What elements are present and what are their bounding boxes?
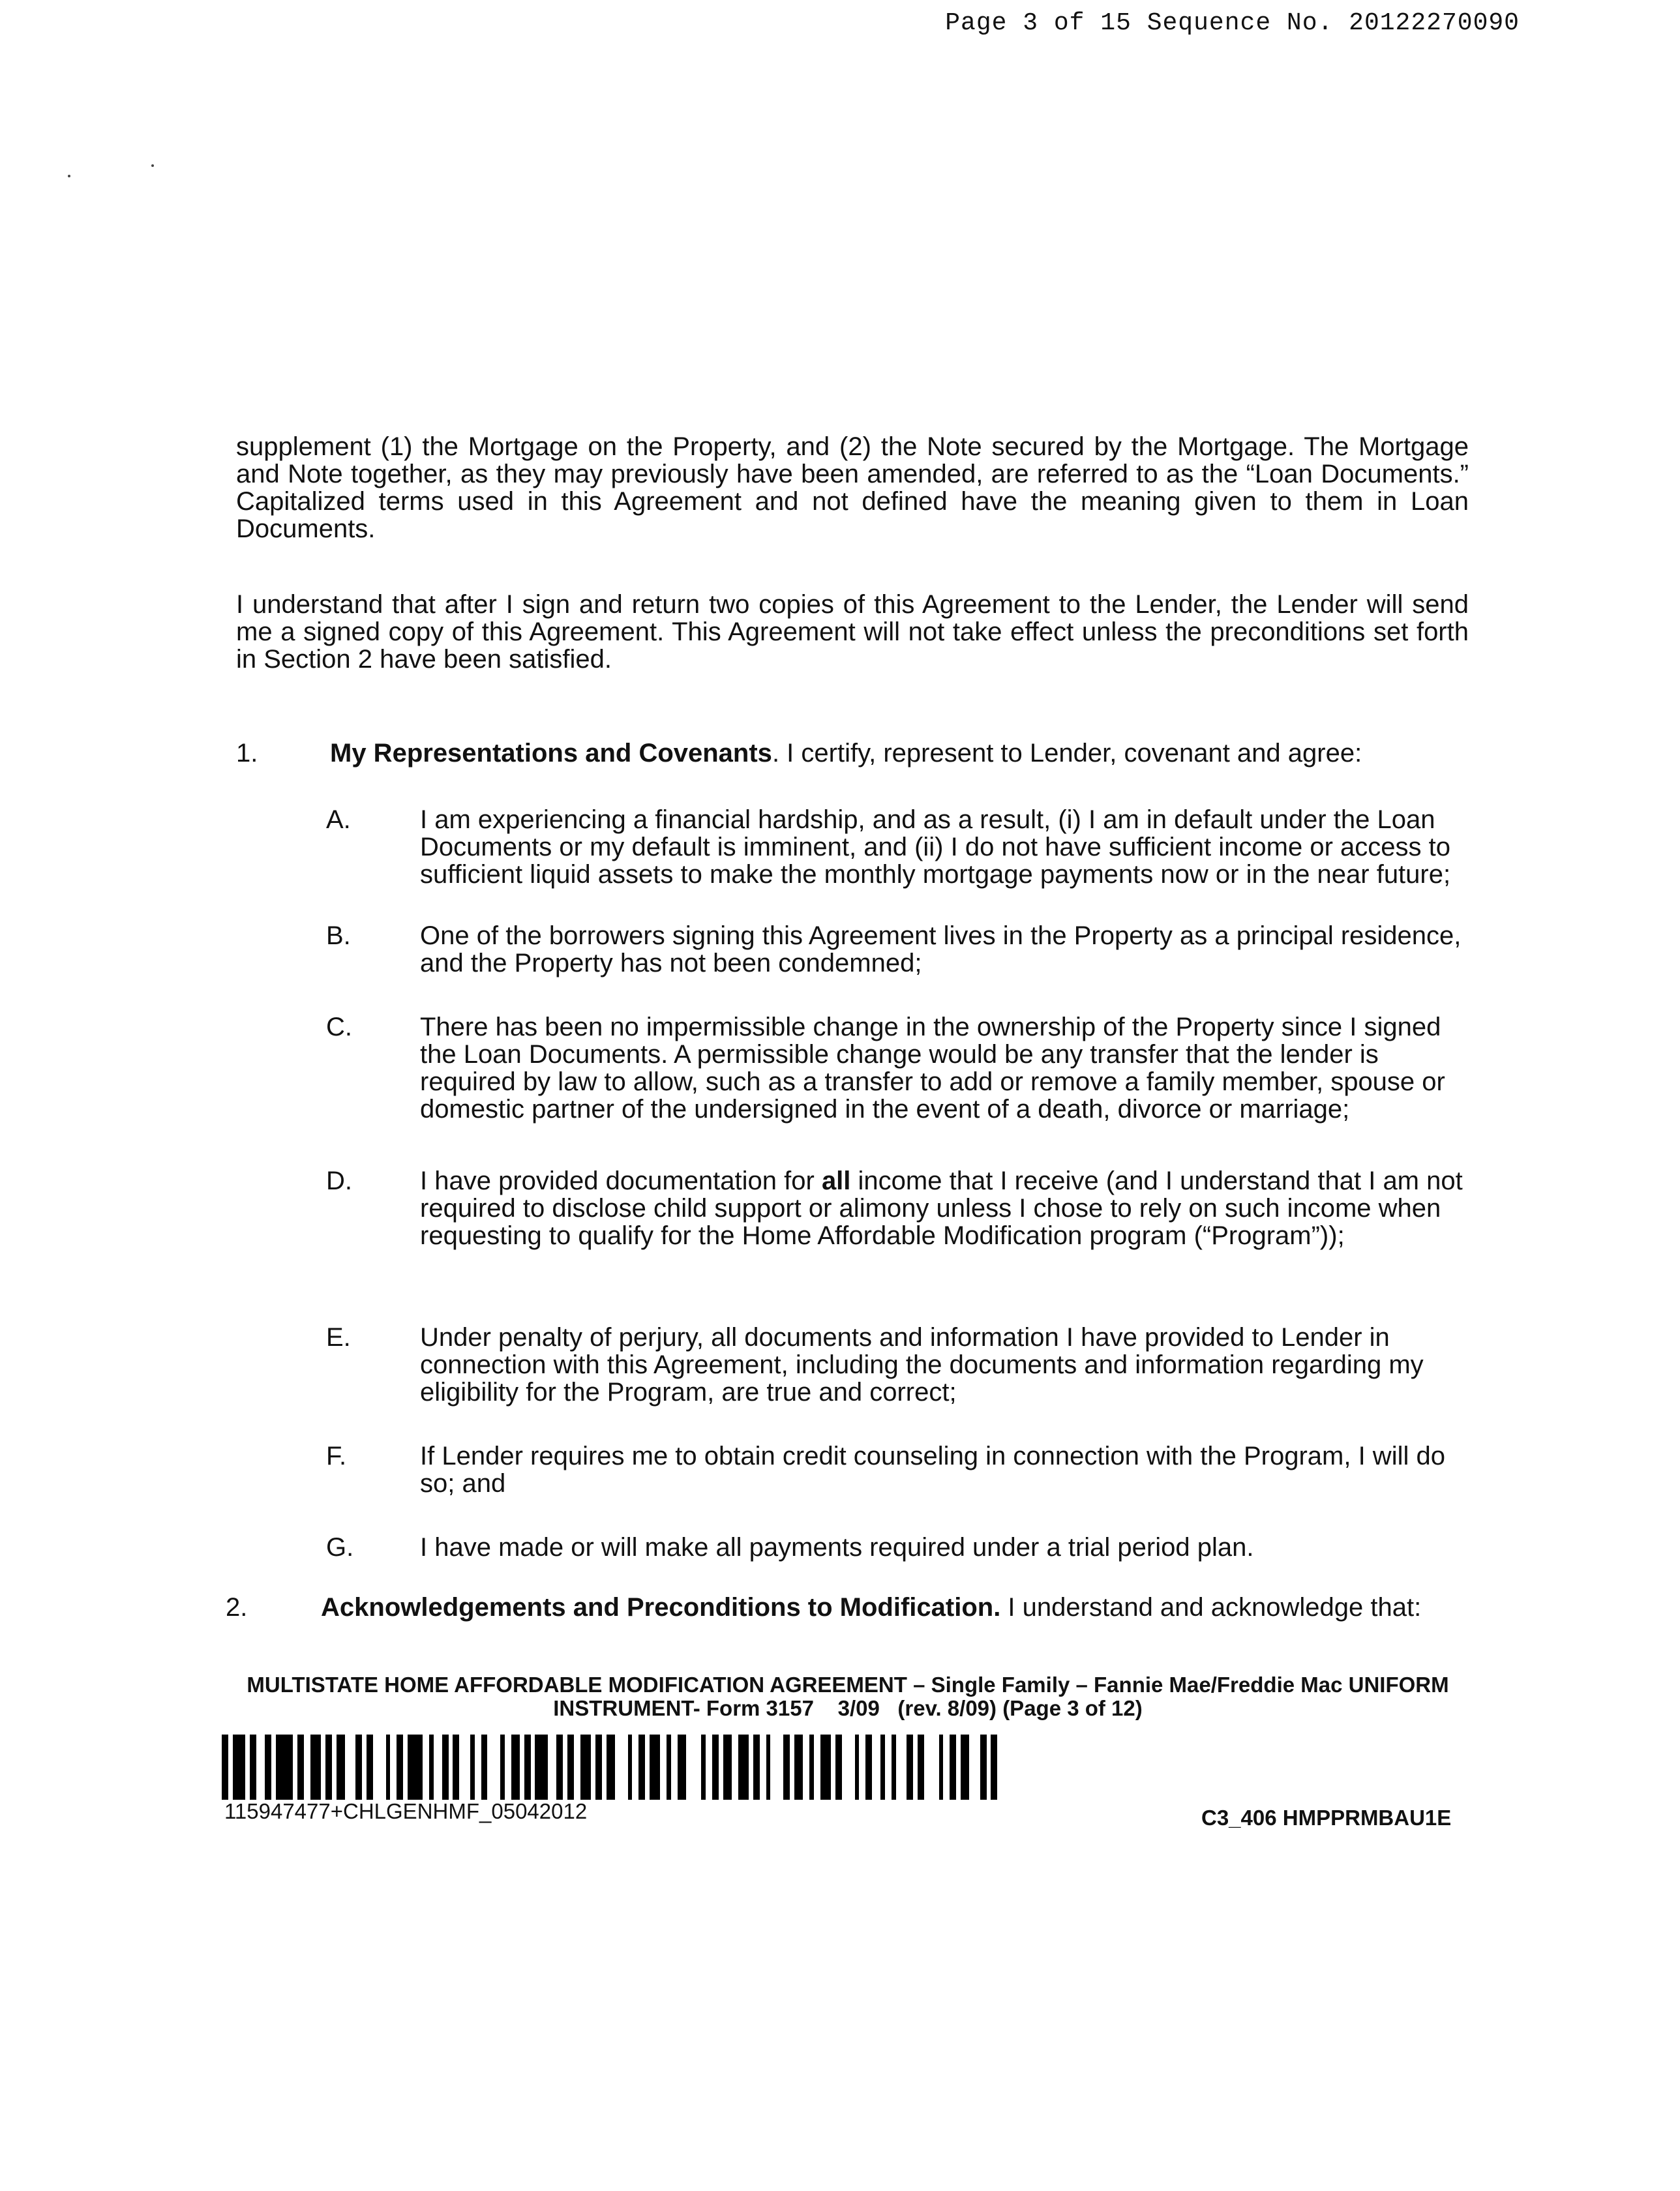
barcode-bar [766,1735,771,1800]
item-text [420,1167,1474,1249]
item-text: There has been no impermissible change in the ownership of the Property since I signed the Loan Documents. A permissible change would be any transfer that the lender is required by law to allow, such as a transfer to add or remove a family member, spouse or domestic partner of the undersigned in the event of a death, divorce or marriage; [420,1013,1445,1124]
barcode-bar [293,1735,297,1800]
barcode-bar [556,1735,563,1800]
barcode-bar [632,1735,638,1800]
barcode-bar [939,1735,944,1800]
barcode-bar [749,1735,753,1800]
barcode-bar [980,1735,987,1800]
barcode-bar [245,1735,250,1800]
barcode-bar [723,1735,732,1800]
barcode-bar [511,1735,520,1800]
barcode-bar [304,1735,310,1800]
barcode-bar [913,1735,918,1800]
barcode-bar [961,1735,969,1800]
barcode-bar [325,1735,332,1800]
barcode-bar [628,1735,633,1800]
item-letter: C. [326,1013,352,1041]
barcode-bar [803,1735,809,1800]
barcode-bar [667,1735,671,1800]
barcode-bar [574,1735,580,1800]
barcode-bar [297,1735,304,1800]
page-sequence-stamp: Page 3 of 15 Sequence No. 20122270090 [945,9,1520,37]
barcode-bar [367,1735,373,1800]
barcode-bar [233,1735,246,1800]
barcode-bar [650,1735,661,1800]
barcode-bar [835,1735,842,1800]
barcode-bar [738,1735,749,1800]
barcode-bar [732,1735,738,1800]
barcode-bar [390,1735,397,1800]
barcode-bar [712,1735,719,1800]
item-letter: A. [326,805,351,834]
barcode-bar [487,1735,500,1800]
barcode-bar [760,1735,766,1800]
item-letter: F. [326,1442,347,1470]
intro-paragraph-2: I understand that after I sign and return two copies of this Agreement to the Lender, the Lender will send me a signed copy of this Agreement. This Agreement will not take effect unless the preconditions set forth in Section 2 have been satisfied. [236,590,1469,674]
barcode-bar [991,1735,997,1800]
barcode-bar [337,1735,345,1800]
barcode-bar [855,1735,860,1800]
barcode-bar [429,1735,434,1800]
barcode-bar [591,1735,595,1800]
barcode-bar [228,1735,233,1800]
barcode-bar [500,1735,505,1800]
barcode-bar [470,1735,475,1800]
barcode-bar [520,1735,524,1800]
barcode-bar [271,1735,276,1800]
intro-paragraph-1: supplement (1) the Mortgage on the Property, and (2) the Note secured by the Mortgage. The Mortgage and Note together, as they may previously have been amended, are referred to as the “Loan Documents.” Capitalized terms used in this Agreement and not defined have the meaning given to them in Loan Documents. [236,432,1469,543]
barcode-bar [885,1735,892,1800]
barcode-bar [678,1735,686,1800]
barcode-bar [397,1735,403,1800]
barcode-bar [638,1735,645,1800]
barcode-bar [563,1735,567,1800]
barcode-bar [987,1735,991,1800]
barcode-bar [408,1735,423,1800]
barcode-bar [770,1735,783,1800]
scan-speck [151,164,154,167]
item-text: I am experiencing a financial hardship, and as a result, (i) I am in default under the Loan Documents or my default is imminent, and (ii) I do not have sufficient income or access to sufficient liquid assets to make the monthly mortgage payments now or in the near future; [420,805,1451,889]
barcode-caption: 115947477+CHLGENHMF_05042012 [224,1799,588,1823]
scan-speck [68,175,70,177]
barcode-bar [434,1735,442,1800]
barcode-bar [950,1735,956,1800]
barcode-bar [820,1735,832,1800]
barcode-bar [706,1735,712,1800]
barcode-bar [580,1735,592,1800]
barcode-bar [362,1735,367,1800]
barcode-bar [615,1735,628,1800]
barcode-bar [607,1735,615,1800]
barcode-bar [872,1735,880,1800]
section-1-text [330,739,1362,767]
item-text: If Lender requires me to obtain credit counseling in connection with the Program, I will do so; and [420,1442,1445,1498]
barcode-bar [373,1735,386,1800]
barcode-bar [997,1735,1010,1800]
item-text-before: I have provided documentation for [420,1167,822,1195]
barcode-bar [783,1735,790,1800]
item-text: Under penalty of perjury, all documents and information I have provided to Lender in connection with this Agreement, including the documents and information regarding my eligibility for the Program, are true and correct; [420,1323,1424,1407]
barcode-bar [403,1735,408,1800]
barcode-bar [548,1735,556,1800]
barcode-bar [831,1735,835,1800]
section-2-text [321,1594,1421,1621]
barcode-bar [276,1735,293,1800]
barcode-bar [859,1735,865,1800]
barcode-bar [310,1735,322,1800]
barcode-bar [453,1735,459,1800]
barcode-bar [645,1735,650,1800]
barcode-bar [481,1735,488,1800]
barcode-bar [842,1735,855,1800]
barcode-bar [602,1735,607,1800]
barcode-bar [449,1735,453,1800]
barcode-bar [969,1735,980,1800]
barcode-bar [321,1735,325,1800]
barcode-bar [475,1735,481,1800]
barcode-bar [907,1735,913,1800]
barcode-bar [345,1735,356,1800]
item-text-after: income that I receive (and I understand that I am not required to disclose child support or alimony unless I chose to rely on such income when requesting to qualify for the Home Affordable Modification program (“Program”)); [420,1167,1463,1250]
item-letter: E. [326,1323,351,1352]
barcode-bar [719,1735,723,1800]
barcode-bar [524,1735,531,1800]
form-footer-title-line-1: MULTISTATE HOME AFFORDABLE MODIFICATION AGREEMENT – Single Family – Fannie Mae/Freddie Mac UNIFORM [247,1673,1449,1697]
barcode-bar [892,1735,896,1800]
section-number: 1. [236,739,258,768]
barcode-bar [956,1735,961,1800]
barcode-bar [459,1735,470,1800]
barcode-bar [535,1735,548,1800]
barcode-bar [943,1735,950,1800]
form-footer-title-line-2: INSTRUMENT- Form 3157 3/09 (rev. 8/09) (Page 3 of 12) [553,1696,1143,1720]
section-lead-in: I understand and acknowledge that: [1000,1593,1422,1622]
section-heading: Acknowledgements and Preconditions to Modification. [321,1593,1001,1622]
barcode-bar [386,1735,391,1800]
barcode-bar [880,1735,885,1800]
item-letter: G. [326,1533,354,1562]
document-barcode [222,1735,1011,1800]
barcode-bar [671,1735,678,1800]
section-lead-in: . I certify, represent to Lender, covenant and agree: [772,739,1362,768]
barcode-bar [809,1735,814,1800]
item-letter: D. [326,1167,352,1195]
barcode-bar [896,1735,907,1800]
barcode-bar [660,1735,667,1800]
barcode-bar [332,1735,337,1800]
barcode-bar [814,1735,820,1800]
section-heading: My Representations and Covenants [330,739,772,768]
barcode-bar [505,1735,511,1800]
barcode-bar [423,1735,429,1800]
item-letter: B. [326,921,351,950]
barcode-bar [753,1735,760,1800]
form-footer-title [241,1673,1454,1720]
barcode-bar [442,1735,449,1800]
barcode-bar [865,1735,872,1800]
barcode-bar [924,1735,939,1800]
barcode-bar [265,1735,271,1800]
item-text: One of the borrowers signing this Agreement lives in the Property as a principal residence, and the Property has not been condemned; [420,921,1462,977]
barcode-bar [794,1735,803,1800]
barcode-bar [701,1735,706,1800]
item-text-emphasis: all [821,1167,851,1195]
barcode-bar [918,1735,924,1800]
barcode-bar [256,1735,265,1800]
barcode-bar [595,1735,602,1800]
barcode-bar [686,1735,701,1800]
section-number: 2. [226,1593,248,1622]
item-text: I have made or will make all payments required under a trial period plan. [420,1533,1254,1562]
barcode-bar [222,1735,228,1800]
barcode-bar [567,1735,574,1800]
barcode-bar [250,1735,256,1800]
form-code: C3_406 HMPPRMBAU1E [1201,1806,1452,1830]
barcode-bar [355,1735,362,1800]
barcode-bar [790,1735,794,1800]
barcode-bar [531,1735,535,1800]
